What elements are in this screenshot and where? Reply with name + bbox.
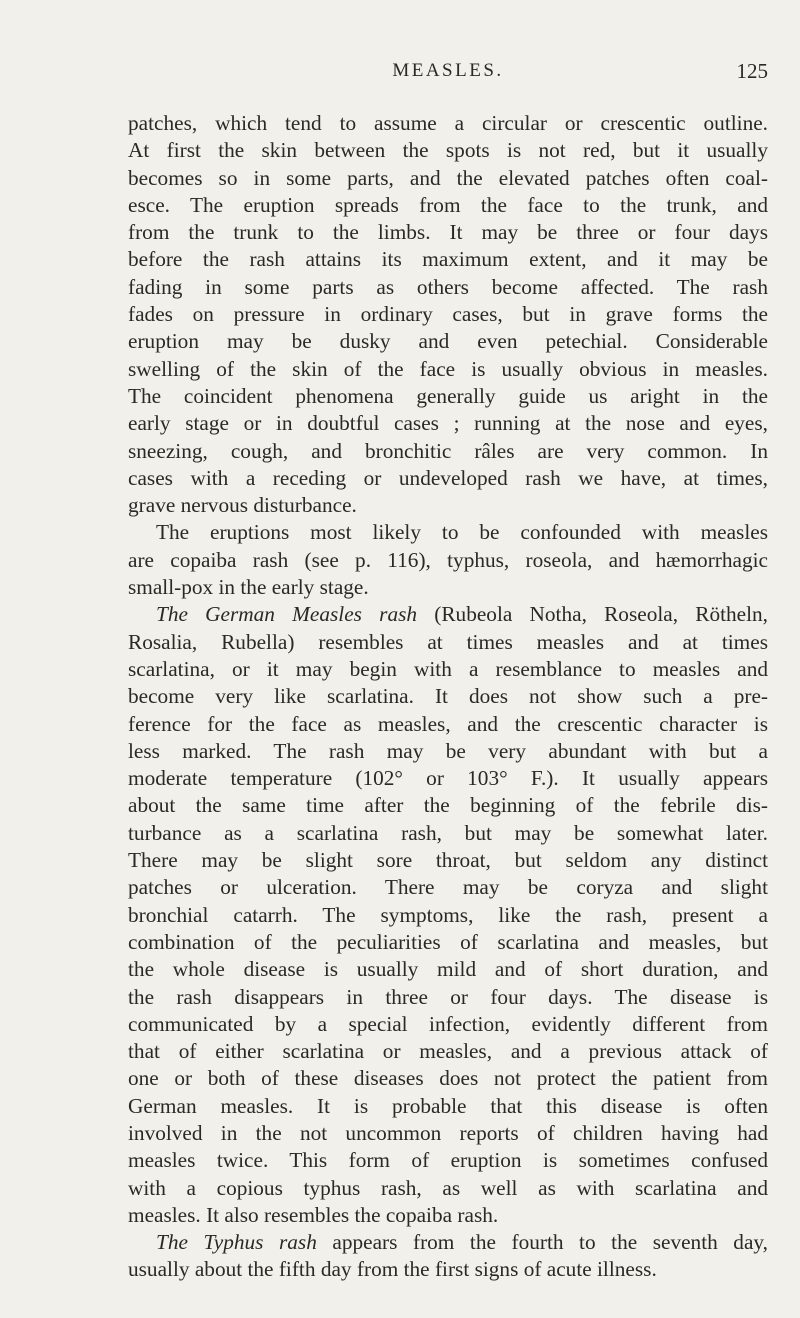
- text-line: German measles. It is probable that this disease is often: [128, 1093, 768, 1118]
- running-head: [128, 56, 768, 86]
- text-line: measles twice. This form of eruption is sometimes confused: [128, 1148, 768, 1173]
- text-line: communicated by a special infection, evidently different from: [128, 1011, 768, 1036]
- text-line: early stage or in doubtful cases ; running at the nose and eyes,: [128, 411, 768, 436]
- text-line: turbance as a scarlatina rash, but may be somewhat later.: [128, 820, 768, 845]
- text-line: about the same time after the beginning of the febrile dis-: [128, 793, 768, 818]
- text-line: less marked. The rash may be very abundant with but a: [128, 738, 768, 763]
- text-line: combination of the peculiarities of scarlatina and measles, but: [128, 929, 768, 954]
- text-line: fading in some parts as others become affected. The rash: [128, 274, 768, 299]
- text-line: The eruptions most likely to be confounded with measles: [156, 520, 768, 545]
- running-title: MEASLES.: [392, 60, 504, 81]
- text-line: small-pox in the early stage.: [128, 575, 369, 600]
- text-line: moderate temperature (102° or 103° F.). It usually appears: [128, 766, 768, 791]
- text-line: fades on pressure in ordinary cases, but in grave forms the: [128, 302, 768, 327]
- page-number: 125: [736, 59, 768, 83]
- text-run: (Rubeola Notha, Roseola, Rötheln,: [434, 602, 769, 627]
- text-line: Rosalia, Rubella) resembles at times measles and at times: [128, 629, 768, 654]
- text-line: eruption may be dusky and even petechial. Considerable: [128, 329, 768, 354]
- typhus-rash-heading: The Typhus rash: [156, 1230, 317, 1255]
- text-line: scarlatina, or it may begin with a resemblance to measles and: [128, 656, 768, 681]
- text-line: becomes so in some parts, and the elevated patches often coal-: [128, 165, 768, 190]
- text-line: before the rash attains its maximum extent, and it may be: [128, 247, 768, 272]
- text-run: appears from the fourth to the seventh day,: [332, 1230, 769, 1255]
- text-line: grave nervous disturbance.: [128, 493, 357, 518]
- text-line: [128, 601, 768, 628]
- text-line: the whole disease is usually mild and of short duration, and: [128, 957, 768, 982]
- text-line: become very like scarlatina. It does not show such a pre-: [128, 684, 768, 709]
- text-line: are copaiba rash (see p. 116), typhus, roseola, and hæmorrhagic: [128, 547, 768, 572]
- text-line: esce. The eruption spreads from the face to the trunk, and: [128, 192, 768, 217]
- text-line: There may be slight sore throat, but seldom any distinct: [128, 848, 768, 873]
- text-line: measles. It also resembles the copaiba rash.: [128, 1202, 499, 1227]
- text-line: At first the skin between the spots is not red, but it usually: [128, 138, 768, 163]
- text-line: The coincident phenomena generally guide us aright in the: [128, 383, 768, 408]
- text-line: patches or ulceration. There may be coryza and slight: [128, 875, 768, 900]
- text-line: usually about the fifth day from the first signs of acute illness.: [128, 1257, 657, 1282]
- text-line: bronchial catarrh. The symptoms, like the rash, present a: [128, 902, 768, 927]
- text-line: cases with a receding or undeveloped rash we have, at times,: [128, 465, 768, 490]
- body-text: [128, 110, 768, 1284]
- text-line: that of either scarlatina or measles, and a previous attack of: [128, 1039, 768, 1064]
- text-line: with a copious typhus rash, as well as with scarlatina and: [128, 1175, 768, 1200]
- text-line: one or both of these diseases does not protect the patient from: [128, 1066, 768, 1091]
- text-line: swelling of the skin of the face is usually obvious in measles.: [128, 356, 768, 381]
- text-line: ference for the face as measles, and the crescentic character is: [128, 711, 768, 736]
- german-measles-heading: The German Measles rash: [156, 602, 418, 627]
- text-line: involved in the not uncommon reports of children having had: [128, 1120, 768, 1145]
- text-line: sneezing, cough, and bronchitic râles are very common. In: [128, 438, 768, 463]
- text-line: patches, which tend to assume a circular or crescentic outline.: [128, 111, 768, 135]
- text-line: the rash disappears in three or four days. The disease is: [128, 984, 768, 1009]
- text-line: from the trunk to the limbs. It may be three or four days: [128, 220, 768, 245]
- text-line: [128, 1229, 768, 1256]
